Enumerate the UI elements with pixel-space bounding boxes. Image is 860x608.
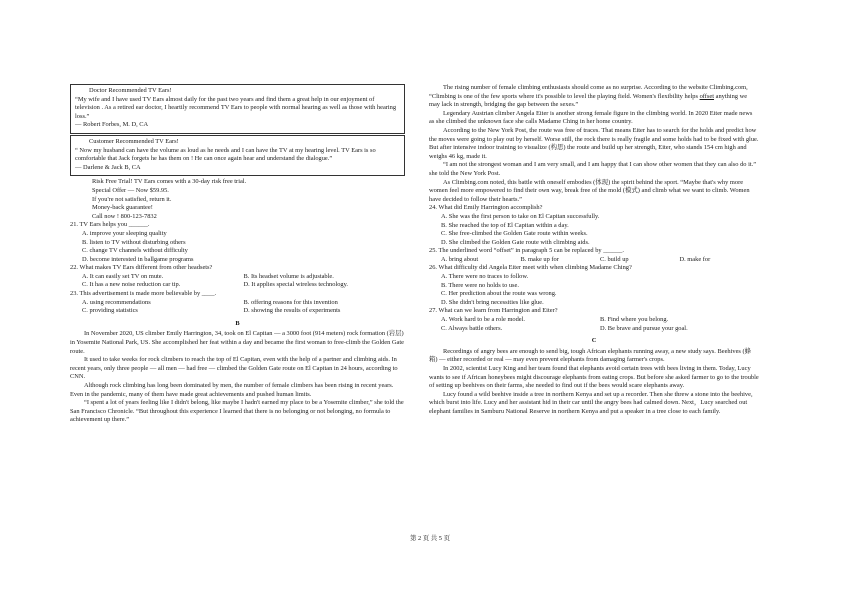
- option: A. Work hard to be a role model.: [441, 316, 526, 324]
- ad-line: Special Offer — Now $59.95.: [92, 186, 169, 194]
- testimonial-box-customer: [70, 135, 405, 176]
- question-stem: 27. What can we learn from Harrington and Eiter?: [429, 307, 558, 315]
- option: C. Always battle others.: [441, 324, 503, 332]
- passage-paragraph: [429, 84, 759, 110]
- page-number: 第 2 页 共 5 页: [410, 535, 450, 542]
- option: B. listen to TV without disturbing others: [82, 238, 186, 246]
- question-21: [70, 221, 405, 264]
- option: C. Her prediction about the route was wrong.: [441, 290, 557, 298]
- option: A. improve your sleeping quality: [82, 229, 167, 237]
- option: B. There were no holds to use.: [441, 281, 519, 289]
- section-heading-b: B: [235, 319, 240, 327]
- question-22: [70, 264, 405, 290]
- question-26: [429, 264, 759, 307]
- option: B. offering reasons for this invention: [243, 298, 338, 306]
- testimonial-heading: Customer Recommended TV Ears!: [89, 137, 179, 145]
- question-24: [429, 204, 759, 247]
- question-stem: 22. What makes TV Ears different from other headsets?: [70, 264, 213, 272]
- ad-line: Risk Free Trial! TV Ears comes with a 30-day risk free trial.: [92, 178, 247, 186]
- right-column: [429, 84, 759, 417]
- question-stem: 21. TV Ears helps you ______.: [70, 221, 150, 229]
- option: B. Find where you belong.: [600, 316, 669, 324]
- option: A. She was the first person to take on El Capitan successfully.: [441, 212, 600, 220]
- question-23: [70, 290, 405, 316]
- question-25: [429, 247, 759, 264]
- option: D. It applies special wireless technology.: [243, 281, 348, 289]
- testimonial-text: “My wife and I have used TV Ears almost daily for the past two years and find them a great help in our enjoyment of television . As a retired ear doctor, I heartily recommend TV Ears to people with normal hearing as well as those with hearing loss.”: [75, 95, 397, 120]
- passage-paragraph: In November 2020, US climber Emily Harrington, 34, took on El Capitan — a 3000 foot (914 meters) rock formation (岩层) in Yosemite National Park, US. She accomplished her feat within a day and became the first woman to free-climb the Golden Gate route.: [70, 330, 404, 355]
- paragraph-text: anything we may lack in strength, bridging the gap between the sexes.”: [429, 92, 748, 109]
- option: C. build up: [600, 255, 629, 263]
- option: D. She climbed the Golden Gate route with climbing aids.: [441, 238, 590, 246]
- question-27: [429, 307, 759, 333]
- section-heading-c: C: [591, 337, 597, 345]
- passage-paragraph: “I am not the strongest woman and I am very small, and I am happy that I can show other women that they can also do it.” she told the New York Post.: [429, 161, 757, 177]
- option: B. Its headset volume is adjustable.: [243, 272, 334, 280]
- option: C. providing statistics: [82, 307, 138, 315]
- option: C. It has a new noise reduction car tip.: [82, 281, 181, 289]
- passage-paragraph: Recordings of angry bees are enough to send big, tough African elephants running away, a new study says. Beehives (蜂箱) — either recorded or real — may even prevent elephants from damaging farmer's crops.: [429, 347, 752, 364]
- left-column: [70, 84, 405, 425]
- option: C. She free-climbed the Golden Gate route within weeks.: [441, 230, 588, 238]
- option: D. become interested in ballgame programs: [82, 255, 194, 263]
- passage-paragraph: Although rock climbing has long been dominated by men, the number of female climbers has been rising in recent years. Even in the pandemic, many of them have made great achievements and pushed human limits.: [70, 382, 394, 398]
- option: B. make up for: [520, 255, 559, 263]
- testimonial-box-doctor: [70, 84, 405, 134]
- passage-paragraph: Lucy found a wild beehive inside a tree in northern Kenya and set up a recorder. Then she threw a stone into the beehive, which burst into life. Lucy and her assistant hid in their car until the angry bees had calmed down. Next，Lucy searched out elephant families in Samburu National Reserve in northern Kenya and put a speaker in a tree close to each family.: [429, 390, 753, 415]
- question-stem: 24. What did Emily Harrington accomplish?: [429, 204, 543, 212]
- paragraph-text: The rising number of female climbing enthusiasts should come as no surprise. According to the website Climbing.com, “Climbing is one of the few sports where it's possible to level the playing field. Women's flexibility helps: [429, 84, 748, 100]
- passage-paragraph: It used to take weeks for rock climbers to reach the top of El Capitan, even with the help of a partner and climbing aids. In recent years, only three people — all men — had free — climbed the Golden Gate route on El Capitan in 24 hours, according to CNN.: [70, 356, 398, 381]
- passage-paragraph: According to the New York Post, the route was free of traces. That means Eiter has to search for the holds and predict how the moves were going to play out by herself. Worse still, the rock there is really fragile and some holds had to be fixed with glue. But after intensive indoor training to visualize (构思) the route and build up her strength, Eiter, who stands 154 cm high and weighs 46 kg, made it.: [429, 126, 759, 160]
- option: D. showing the results of experiments: [243, 307, 341, 315]
- testimonial-signature: — Darlene & Jack B, CA: [75, 163, 141, 171]
- question-stem: 26. What difficulty did Angela Eiter meet with when climbing Madame Ching?: [429, 264, 632, 272]
- question-stem: 23. This advertisement is made more believable by ____.: [70, 290, 217, 298]
- option: B. She reached the top of El Capitan within a day.: [441, 221, 569, 229]
- ad-line: Money-back guarantee!: [92, 204, 153, 212]
- option: D. Be brave and pursue your goal.: [600, 324, 688, 332]
- option: C. change TV channels without difficulty: [82, 247, 188, 255]
- passage-paragraph: In 2002, scientist Lucy King and her team found that elephants avoid certain trees with bees living in them. Today, Lucy wants to see if African honeybees might discourage elephants from eating crops. But before she asked farmer to go to the trouble of setting up beehives on their farms, she needed to find out if the bees would scare elephants away.: [429, 365, 759, 390]
- option: A. using recommendations: [82, 298, 151, 306]
- ad-line: Call now ! 800-123-7832: [92, 212, 157, 220]
- testimonial-signature: — Robert Forbes, M. D, CA: [75, 121, 149, 129]
- option: D. make for: [679, 255, 711, 263]
- option: D. She didn't bring necessities like glue.: [441, 298, 544, 306]
- passage-paragraph: Legendary Austrian climber Angela Eiter is another strong female figure in the climbing world. In 2020 Eiter made news as she climbed the unknown face she calls Madame Ching in her home country.: [429, 109, 753, 126]
- testimonial-text: “ Now my husband can have the volume as loud as he needs and I can have the TV at my hearing level. TV Ears is so comfortable that Jack forgets he has them on ! He can once again hear and understand the dialogue.”: [75, 146, 376, 163]
- testimonial-heading: Doctor Recommended TV Ears!: [89, 87, 172, 94]
- option: A. It can easily set TV on mute.: [82, 272, 164, 280]
- option: A. There were no traces to follow.: [441, 273, 529, 281]
- ad-details: [70, 178, 405, 221]
- underlined-word: offset: [699, 92, 715, 100]
- question-stem: 25. The underlined word “offset” in paragraph 5 can be replaced by ______.: [429, 247, 624, 255]
- ad-line: If you're not satisfied, return it.: [92, 195, 172, 203]
- passage-paragraph: As Climbing.com noted, this battle with oneself embodies (体现) the spirit behind the sport. “Maybe that's why more women feel more empowered to find their own way, break free of the mold (模式) and climb what we want to climb. Women have decided to follow their hearts.”: [429, 178, 750, 203]
- option: A. bring about: [441, 255, 479, 263]
- passage-paragraph: “I spent a lot of years feeling like I didn't belong, like maybe I hadn't earned my place to be a Yosemite climber,” she told the San Francisco Chronicle. “But throughout this experience I learned that there is no belonging or not belonging, no formula to achievement up there.”: [70, 399, 404, 424]
